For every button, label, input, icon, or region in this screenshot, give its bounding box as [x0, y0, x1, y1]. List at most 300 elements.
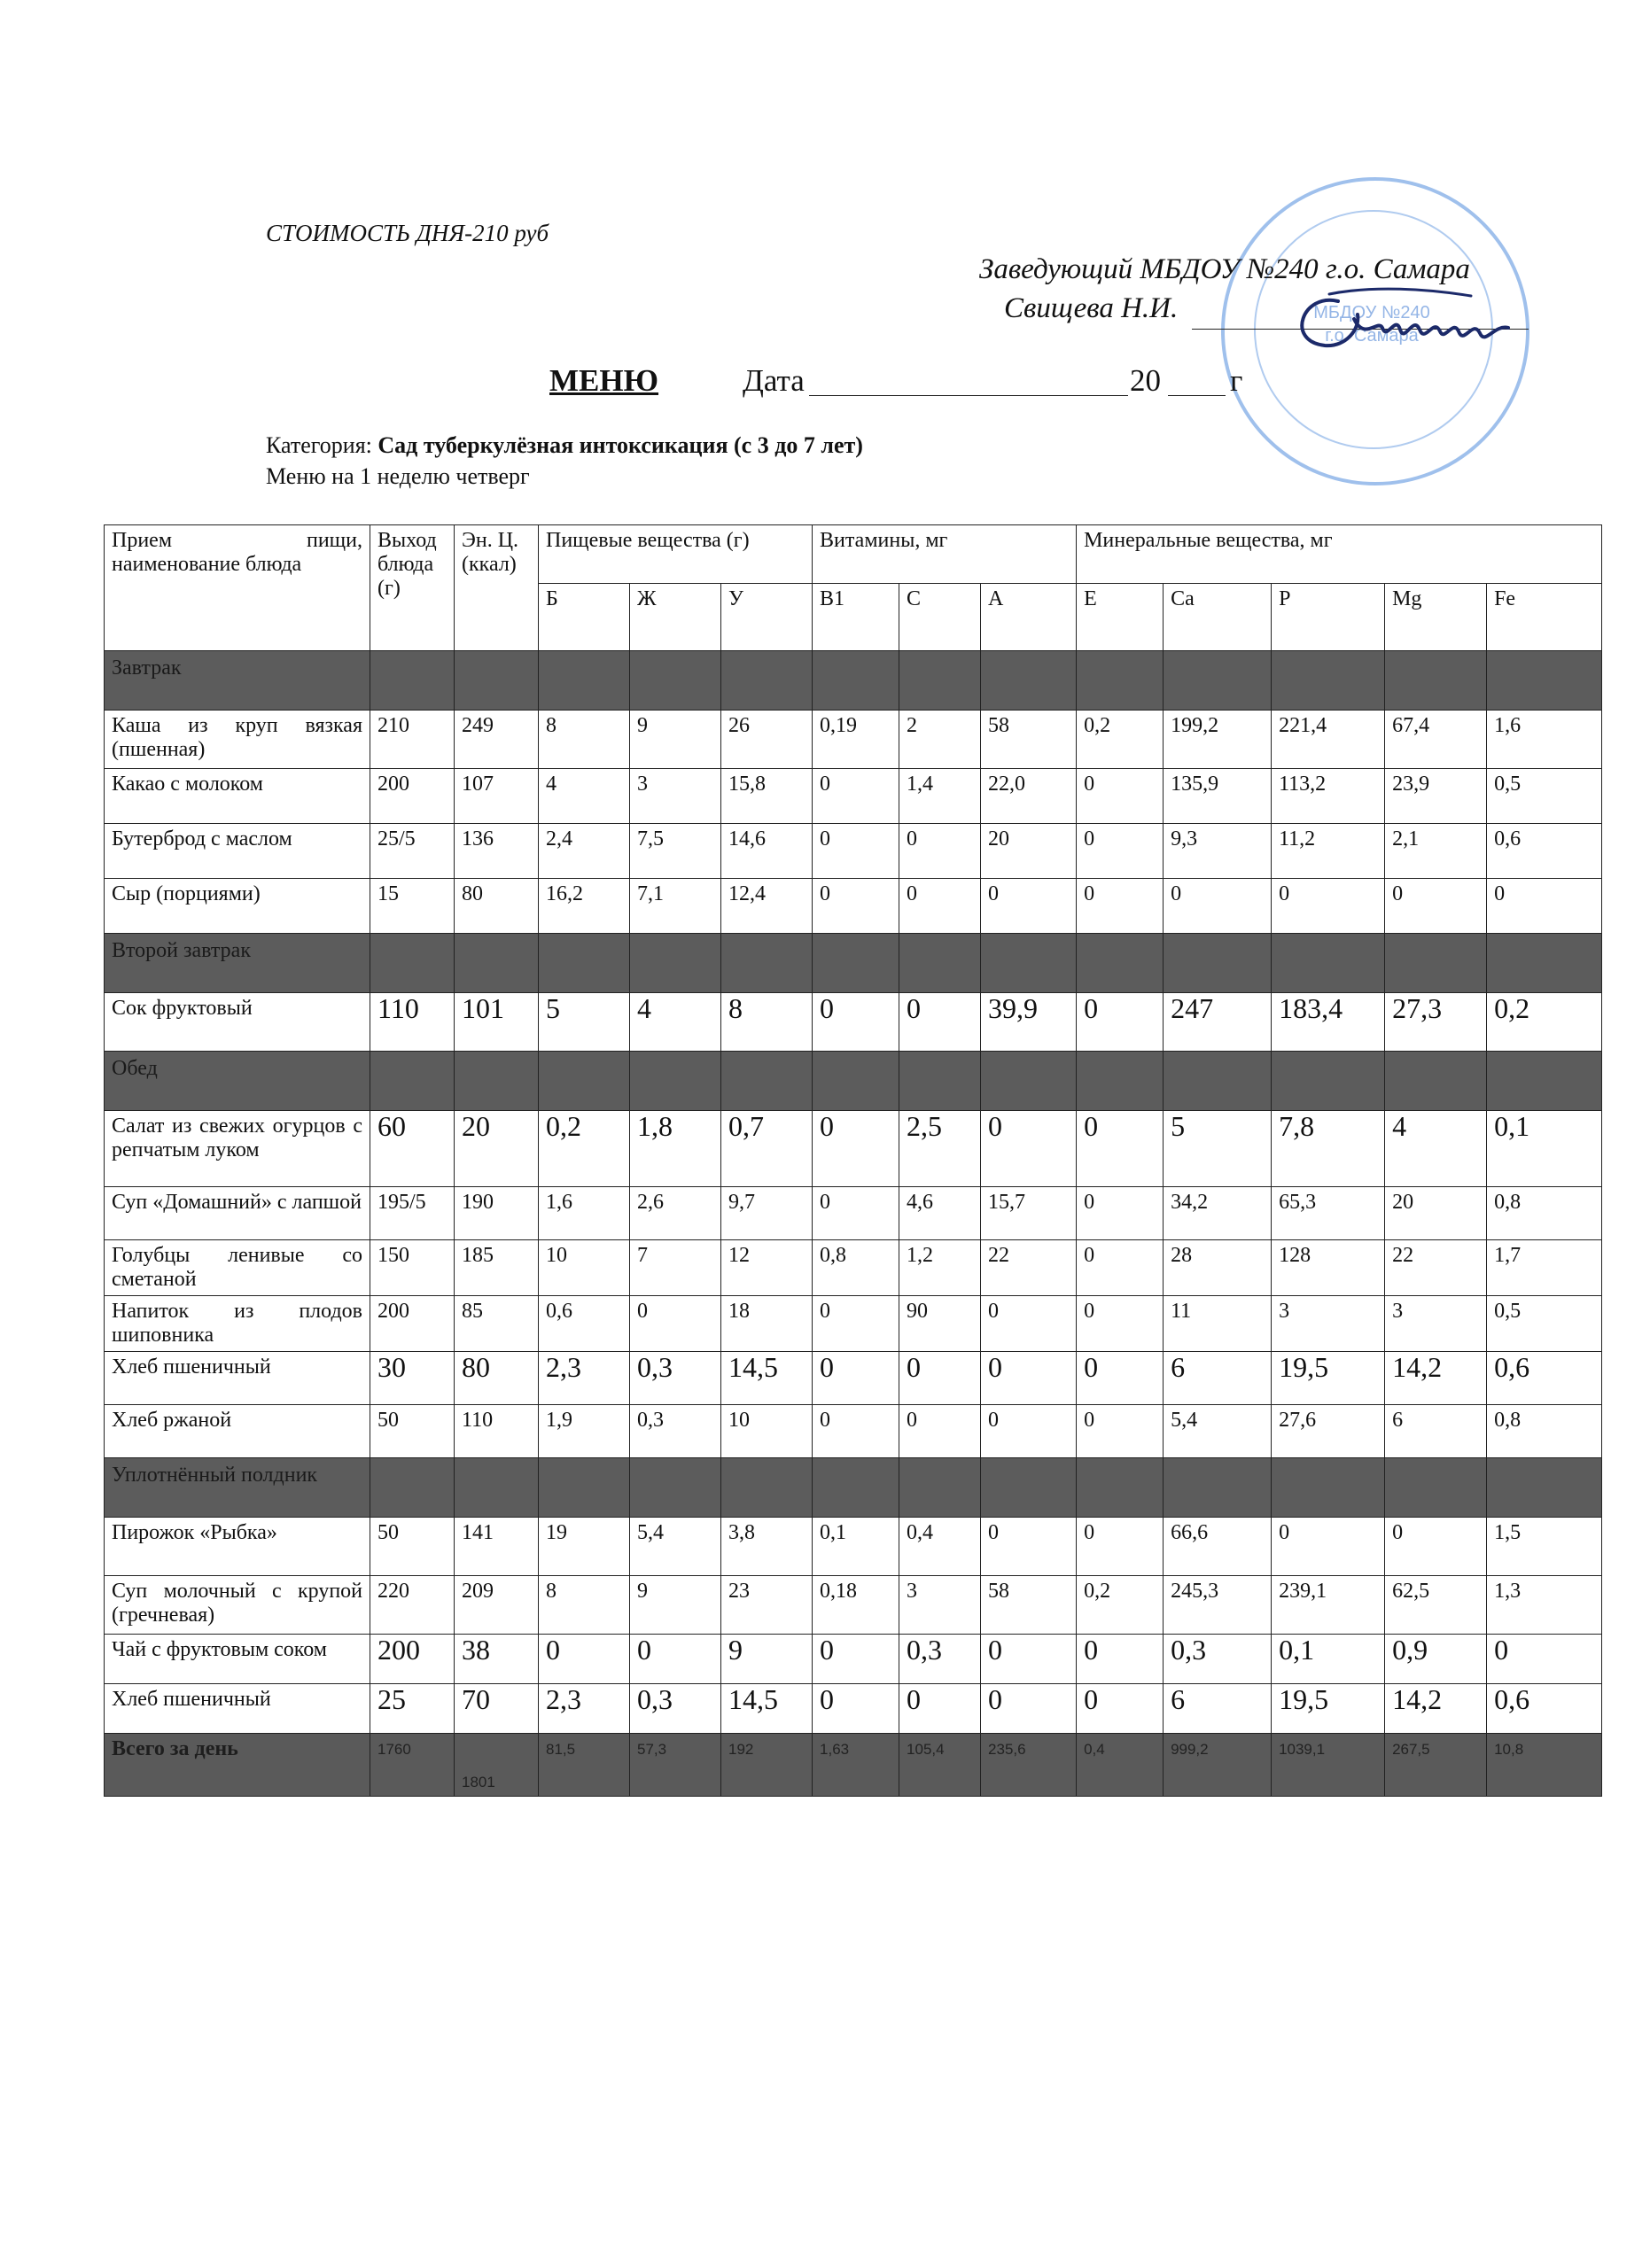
value-cell: 0: [539, 1635, 630, 1684]
value-cell: 0: [1077, 1240, 1164, 1296]
section-cell: [370, 651, 455, 711]
value-cell: 3,8: [721, 1518, 813, 1576]
value-cell: 30: [370, 1352, 455, 1405]
value-cell: 0,6: [1487, 1684, 1602, 1734]
value-cell: 4: [539, 769, 630, 824]
category-label: Категория:: [266, 432, 372, 458]
value-cell: 15,7: [981, 1187, 1077, 1240]
value-cell: 0,2: [1077, 711, 1164, 769]
value-cell: 0,6: [539, 1296, 630, 1352]
value-cell: 0: [1487, 879, 1602, 934]
value-cell: 22: [1385, 1240, 1487, 1296]
value-cell: 0: [813, 1684, 899, 1734]
value-cell: 7,1: [630, 879, 721, 934]
subheader-1: Ж: [630, 584, 721, 651]
value-cell: 0,6: [1487, 824, 1602, 879]
value-cell: 0: [813, 1187, 899, 1240]
section-cell: [1487, 651, 1602, 711]
section-cell: [1077, 651, 1164, 711]
dish-name: Сок фруктовый: [105, 993, 370, 1052]
value-cell: 0: [813, 993, 899, 1052]
value-cell: 195/5: [370, 1187, 455, 1240]
total-cell: 235,6: [981, 1734, 1077, 1797]
table-row: [105, 824, 1602, 879]
value-cell: 0: [813, 824, 899, 879]
value-cell: 28: [1164, 1240, 1272, 1296]
value-cell: 1,9: [539, 1405, 630, 1458]
subheader-2: У: [721, 584, 813, 651]
total-cell: 0,4: [1077, 1734, 1164, 1797]
section-cell: [630, 1052, 721, 1111]
table-row: [105, 1352, 1602, 1405]
value-cell: 0,5: [1487, 1296, 1602, 1352]
header-dish: Прием пищи, наименование блюда: [105, 525, 370, 651]
date-year-prefix: 20: [1130, 363, 1161, 398]
total-cell: 57,3: [630, 1734, 721, 1797]
value-cell: 110: [455, 1405, 539, 1458]
dish-name: Сыр (порциями): [105, 879, 370, 934]
section-cell: [1385, 651, 1487, 711]
section-cell: [981, 1052, 1077, 1111]
menu-table: [104, 524, 1602, 1797]
section-cell: [370, 1458, 455, 1518]
value-cell: 5: [1164, 1111, 1272, 1187]
value-cell: 20: [1385, 1187, 1487, 1240]
section-cell: [813, 934, 899, 993]
total-row: [105, 1734, 1602, 1797]
value-cell: 90: [899, 1296, 981, 1352]
value-cell: 12,4: [721, 879, 813, 934]
section-cell: [630, 651, 721, 711]
dish-name: Салат из свежих огурцов с репчатым луком: [105, 1111, 370, 1187]
value-cell: 7: [630, 1240, 721, 1296]
value-cell: 5: [539, 993, 630, 1052]
value-cell: 62,5: [1385, 1576, 1487, 1635]
value-cell: 0,3: [899, 1635, 981, 1684]
value-cell: 209: [455, 1576, 539, 1635]
value-cell: 183,4: [1272, 993, 1385, 1052]
section-cell: [721, 1052, 813, 1111]
value-cell: 2,3: [539, 1684, 630, 1734]
dish-name: Какао с молоком: [105, 769, 370, 824]
value-cell: 0: [981, 1111, 1077, 1187]
value-cell: 16,2: [539, 879, 630, 934]
subheader-5: А: [981, 584, 1077, 651]
section-cell: [1385, 1052, 1487, 1111]
section-cell: [899, 1458, 981, 1518]
section-cell: [1487, 934, 1602, 993]
value-cell: 4,6: [899, 1187, 981, 1240]
dish-name: Голубцы ленивые со сметаной: [105, 1240, 370, 1296]
total-cell: 81,5: [539, 1734, 630, 1797]
value-cell: 14,5: [721, 1352, 813, 1405]
value-cell: 0: [1077, 1296, 1164, 1352]
value-cell: 3: [1272, 1296, 1385, 1352]
value-cell: 19,5: [1272, 1684, 1385, 1734]
value-cell: 1,7: [1487, 1240, 1602, 1296]
value-cell: 27,6: [1272, 1405, 1385, 1458]
value-cell: 9,3: [1164, 824, 1272, 879]
year-blank-line: [1168, 395, 1226, 396]
total-cell: 1801: [455, 1734, 539, 1797]
section-row: [105, 651, 1602, 711]
value-cell: 200: [370, 769, 455, 824]
dish-name: Чай с фруктовым соком: [105, 1635, 370, 1684]
value-cell: 0: [899, 1405, 981, 1458]
value-cell: 5,4: [630, 1518, 721, 1576]
section-cell: [981, 934, 1077, 993]
value-cell: 10: [539, 1240, 630, 1296]
table-row: [105, 1684, 1602, 1734]
value-cell: 110: [370, 993, 455, 1052]
section-cell: [1385, 1458, 1487, 1518]
value-cell: 27,3: [1385, 993, 1487, 1052]
value-cell: 5,4: [1164, 1405, 1272, 1458]
date-blank-line: [809, 395, 1128, 396]
value-cell: 249: [455, 711, 539, 769]
value-cell: 0: [899, 1684, 981, 1734]
table-row: [105, 1576, 1602, 1635]
value-cell: 0: [981, 1518, 1077, 1576]
value-cell: 70: [455, 1684, 539, 1734]
value-cell: 0: [1077, 769, 1164, 824]
value-cell: 2,4: [539, 824, 630, 879]
total-cell: 999,2: [1164, 1734, 1272, 1797]
value-cell: 2,5: [899, 1111, 981, 1187]
value-cell: 0: [813, 1352, 899, 1405]
value-cell: 0: [1077, 1518, 1164, 1576]
value-cell: 210: [370, 711, 455, 769]
value-cell: 23,9: [1385, 769, 1487, 824]
value-cell: 4: [630, 993, 721, 1052]
value-cell: 15: [370, 879, 455, 934]
value-cell: 0: [899, 993, 981, 1052]
value-cell: 80: [455, 879, 539, 934]
section-cell: [1164, 1458, 1272, 1518]
value-cell: 11: [1164, 1296, 1272, 1352]
value-cell: 26: [721, 711, 813, 769]
section-cell: [630, 934, 721, 993]
value-cell: 65,3: [1272, 1187, 1385, 1240]
table-row: [105, 711, 1602, 769]
value-cell: 9: [721, 1635, 813, 1684]
value-cell: 39,9: [981, 993, 1077, 1052]
value-cell: 0: [1077, 1352, 1164, 1405]
value-cell: 0: [1487, 1635, 1602, 1684]
value-cell: 185: [455, 1240, 539, 1296]
value-cell: 0: [1385, 879, 1487, 934]
value-cell: 0: [813, 1405, 899, 1458]
subheader-3: В1: [813, 584, 899, 651]
value-cell: 101: [455, 993, 539, 1052]
dish-name: Каша из круп вязкая (пшенная): [105, 711, 370, 769]
value-cell: 247: [1164, 993, 1272, 1052]
subheader-10: Fe: [1487, 584, 1602, 651]
value-cell: 0,3: [630, 1352, 721, 1405]
section-cell: [1272, 651, 1385, 711]
value-cell: 14,2: [1385, 1684, 1487, 1734]
table-row: [105, 1187, 1602, 1240]
value-cell: 0,8: [1487, 1405, 1602, 1458]
value-cell: 0,4: [899, 1518, 981, 1576]
approval-line-1: Заведующий МБДОУ №240 г.о. Самара: [979, 253, 1470, 285]
dish-name: Суп молочный с крупой (гречневая): [105, 1576, 370, 1635]
week-label: Меню на 1 неделю четверг: [266, 463, 530, 489]
dish-name: Хлеб пшеничный: [105, 1684, 370, 1734]
value-cell: 239,1: [1272, 1576, 1385, 1635]
value-cell: 60: [370, 1111, 455, 1187]
section-cell: [1077, 1458, 1164, 1518]
table-row: [105, 1111, 1602, 1187]
approval-line-2: Свищева Н.И.: [1004, 292, 1179, 324]
value-cell: 9,7: [721, 1187, 813, 1240]
value-cell: 67,4: [1385, 711, 1487, 769]
value-cell: 0,19: [813, 711, 899, 769]
table-row: [105, 993, 1602, 1052]
value-cell: 25: [370, 1684, 455, 1734]
value-cell: 8: [539, 711, 630, 769]
value-cell: 0: [899, 824, 981, 879]
value-cell: 0: [813, 1296, 899, 1352]
value-cell: 190: [455, 1187, 539, 1240]
total-cell: 105,4: [899, 1734, 981, 1797]
value-cell: 6: [1164, 1684, 1272, 1734]
value-cell: 14,2: [1385, 1352, 1487, 1405]
value-cell: 66,6: [1164, 1518, 1272, 1576]
signature-icon: [1276, 266, 1542, 363]
section-cell: [1077, 1052, 1164, 1111]
section-cell: [1272, 934, 1385, 993]
value-cell: 22: [981, 1240, 1077, 1296]
value-cell: 20: [455, 1111, 539, 1187]
section-label: Уплотнённый полдник: [105, 1458, 370, 1518]
section-cell: [721, 934, 813, 993]
value-cell: 135,9: [1164, 769, 1272, 824]
subheader-9: Mg: [1385, 584, 1487, 651]
table-row: [105, 1240, 1602, 1296]
value-cell: 14,6: [721, 824, 813, 879]
table-row: [105, 769, 1602, 824]
total-cell: 192: [721, 1734, 813, 1797]
value-cell: 0,9: [1385, 1635, 1487, 1684]
value-cell: 38: [455, 1635, 539, 1684]
value-cell: 9: [630, 1576, 721, 1635]
value-cell: 0: [813, 769, 899, 824]
section-row: [105, 1052, 1602, 1111]
header-yield: Выход блюда (г): [370, 525, 455, 651]
value-cell: 0,1: [1487, 1111, 1602, 1187]
value-cell: 23: [721, 1576, 813, 1635]
value-cell: 0,8: [813, 1240, 899, 1296]
section-cell: [370, 934, 455, 993]
value-cell: 0: [1077, 879, 1164, 934]
dish-name: Хлеб пшеничный: [105, 1352, 370, 1405]
value-cell: 2,1: [1385, 824, 1487, 879]
value-cell: 0: [1272, 879, 1385, 934]
section-cell: [1385, 934, 1487, 993]
dish-name: Бутерброд с маслом: [105, 824, 370, 879]
value-cell: 0: [981, 1684, 1077, 1734]
value-cell: 20: [981, 824, 1077, 879]
value-cell: 3: [630, 769, 721, 824]
table-row: [105, 1405, 1602, 1458]
section-cell: [455, 651, 539, 711]
section-cell: [1487, 1052, 1602, 1111]
value-cell: 0,2: [1487, 993, 1602, 1052]
table-row: [105, 1296, 1602, 1352]
value-cell: 200: [370, 1635, 455, 1684]
value-cell: 0: [981, 1405, 1077, 1458]
value-cell: 199,2: [1164, 711, 1272, 769]
value-cell: 0,5: [1487, 769, 1602, 824]
section-cell: [455, 1052, 539, 1111]
value-cell: 245,3: [1164, 1576, 1272, 1635]
category-value: Сад туберкулёзная интоксикация (с 3 до 7 лет): [377, 432, 863, 458]
subheader-6: Е: [1077, 584, 1164, 651]
section-label: Завтрак: [105, 651, 370, 711]
value-cell: 11,2: [1272, 824, 1385, 879]
value-cell: 8: [721, 993, 813, 1052]
section-cell: [981, 651, 1077, 711]
section-row: [105, 1458, 1602, 1518]
value-cell: 0,1: [813, 1518, 899, 1576]
section-cell: [899, 1052, 981, 1111]
value-cell: 1,2: [899, 1240, 981, 1296]
header-energy: Эн. Ц.(ккал): [455, 525, 539, 651]
table-row: [105, 879, 1602, 934]
value-cell: 1,4: [899, 769, 981, 824]
value-cell: 107: [455, 769, 539, 824]
value-cell: 0,7: [721, 1111, 813, 1187]
stamp-text: МБДОУ №240 г.о. Самара: [1313, 303, 1430, 346]
section-cell: [539, 934, 630, 993]
value-cell: 0,3: [630, 1405, 721, 1458]
value-cell: 1,6: [1487, 711, 1602, 769]
value-cell: 3: [899, 1576, 981, 1635]
date-label: Дата: [743, 363, 805, 398]
total-cell: 10,8: [1487, 1734, 1602, 1797]
value-cell: 0,3: [1164, 1635, 1272, 1684]
value-cell: 0: [1077, 1187, 1164, 1240]
value-cell: 58: [981, 1576, 1077, 1635]
value-cell: 15,8: [721, 769, 813, 824]
value-cell: 2: [899, 711, 981, 769]
value-cell: 7,5: [630, 824, 721, 879]
subheader-4: С: [899, 584, 981, 651]
subheader-7: Са: [1164, 584, 1272, 651]
value-cell: 0,1: [1272, 1635, 1385, 1684]
section-cell: [813, 1458, 899, 1518]
value-cell: 1,6: [539, 1187, 630, 1240]
value-cell: 8: [539, 1576, 630, 1635]
value-cell: 150: [370, 1240, 455, 1296]
value-cell: 0,18: [813, 1576, 899, 1635]
value-cell: 0: [1077, 1111, 1164, 1187]
value-cell: 9: [630, 711, 721, 769]
section-cell: [539, 1052, 630, 1111]
value-cell: 0: [1077, 1635, 1164, 1684]
section-cell: [899, 934, 981, 993]
value-cell: 12: [721, 1240, 813, 1296]
section-cell: [1164, 934, 1272, 993]
value-cell: 50: [370, 1518, 455, 1576]
section-cell: [721, 651, 813, 711]
value-cell: 3: [1385, 1296, 1487, 1352]
section-cell: [813, 651, 899, 711]
value-cell: 0: [1385, 1518, 1487, 1576]
value-cell: 50: [370, 1405, 455, 1458]
value-cell: 25/5: [370, 824, 455, 879]
value-cell: 0,8: [1487, 1187, 1602, 1240]
section-cell: [1272, 1458, 1385, 1518]
dish-name: Напиток из плодов шиповника: [105, 1296, 370, 1352]
dish-name: Суп «Домашний» с лапшой: [105, 1187, 370, 1240]
value-cell: 34,2: [1164, 1187, 1272, 1240]
value-cell: 18: [721, 1296, 813, 1352]
section-cell: [981, 1458, 1077, 1518]
section-cell: [813, 1052, 899, 1111]
value-cell: 22,0: [981, 769, 1077, 824]
section-label: Второй завтрак: [105, 934, 370, 993]
value-cell: 0: [899, 1352, 981, 1405]
section-label: Обед: [105, 1052, 370, 1111]
value-cell: 200: [370, 1296, 455, 1352]
value-cell: 2,6: [630, 1187, 721, 1240]
value-cell: 58: [981, 711, 1077, 769]
section-cell: [721, 1458, 813, 1518]
value-cell: 113,2: [1272, 769, 1385, 824]
value-cell: 221,4: [1272, 711, 1385, 769]
value-cell: 0: [981, 1635, 1077, 1684]
value-cell: 0: [630, 1296, 721, 1352]
subheader-8: Р: [1272, 584, 1385, 651]
section-cell: [1487, 1458, 1602, 1518]
header-vitamins: Витамины, мг: [813, 525, 1077, 584]
total-cell: 1,63: [813, 1734, 899, 1797]
value-cell: 0: [1077, 993, 1164, 1052]
table-row: [105, 1518, 1602, 1576]
date-year-suffix: г: [1230, 363, 1243, 398]
value-cell: 1,5: [1487, 1518, 1602, 1576]
value-cell: 0: [981, 1296, 1077, 1352]
value-cell: 80: [455, 1352, 539, 1405]
value-cell: 128: [1272, 1240, 1385, 1296]
section-cell: [455, 1458, 539, 1518]
value-cell: 136: [455, 824, 539, 879]
section-cell: [539, 651, 630, 711]
value-cell: 2,3: [539, 1352, 630, 1405]
value-cell: 220: [370, 1576, 455, 1635]
value-cell: 1,8: [630, 1111, 721, 1187]
table-row: [105, 1635, 1602, 1684]
dish-name: Пирожок «Рыбка»: [105, 1518, 370, 1576]
section-row: [105, 934, 1602, 993]
value-cell: 14,5: [721, 1684, 813, 1734]
value-cell: 0,2: [1077, 1576, 1164, 1635]
value-cell: 10: [721, 1405, 813, 1458]
total-cell: 1760: [370, 1734, 455, 1797]
value-cell: 1,3: [1487, 1576, 1602, 1635]
subheader-0: Б: [539, 584, 630, 651]
day-cost: СТОИМОСТЬ ДНЯ-210 руб: [266, 220, 549, 246]
menu-title: МЕНЮ: [549, 363, 659, 398]
value-cell: 0: [1077, 824, 1164, 879]
value-cell: 0: [813, 1111, 899, 1187]
section-cell: [1077, 934, 1164, 993]
total-label: Всего за день: [105, 1734, 370, 1797]
section-cell: [539, 1458, 630, 1518]
section-cell: [630, 1458, 721, 1518]
